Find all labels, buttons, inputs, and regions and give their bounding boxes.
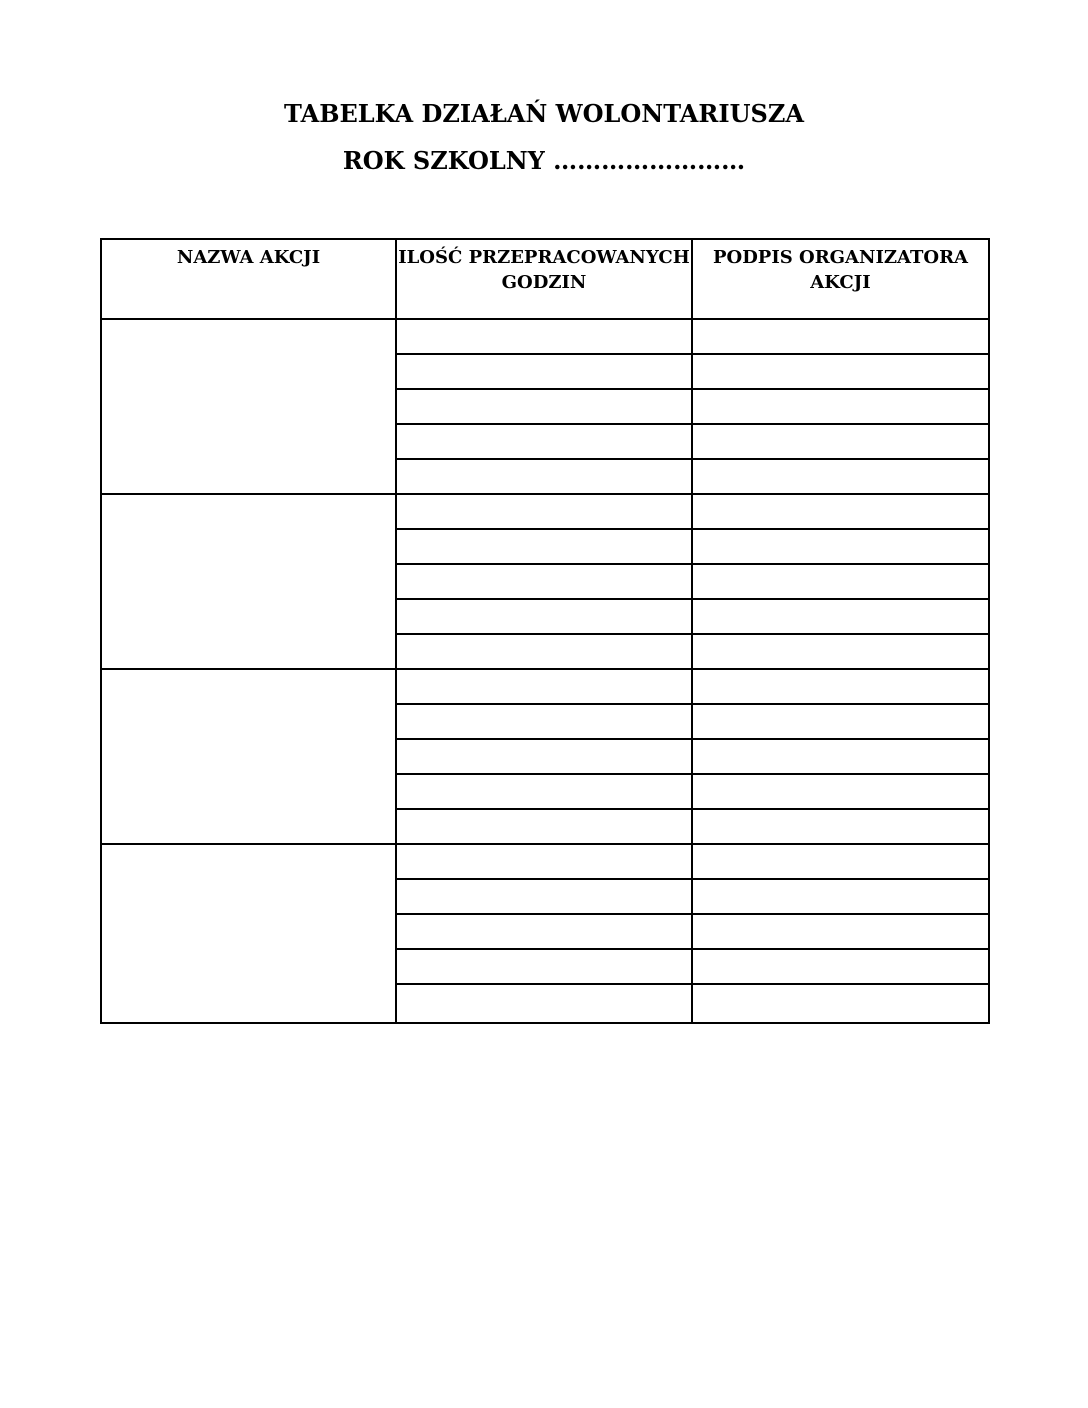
- signature-cell[interactable]: [692, 354, 989, 389]
- signature-cell[interactable]: [692, 494, 989, 529]
- header-hours-worked: ILOŚĆ PRZEPRACOWANYCH GODZIN: [396, 239, 692, 319]
- signature-cell[interactable]: [692, 914, 989, 949]
- signature-cell[interactable]: [692, 669, 989, 704]
- action-name-cell[interactable]: [101, 669, 396, 844]
- hours-cell[interactable]: [396, 704, 692, 739]
- hours-cell[interactable]: [396, 564, 692, 599]
- header-organizer-signature: PODPIS ORGANIZATORA AKCJI: [692, 239, 989, 319]
- table-row: [101, 494, 989, 529]
- hours-cell[interactable]: [396, 739, 692, 774]
- hours-cell[interactable]: [396, 669, 692, 704]
- hours-cell[interactable]: [396, 319, 692, 354]
- hours-cell[interactable]: [396, 389, 692, 424]
- school-year-line: ROK SZKOLNY ……………………: [342, 146, 746, 175]
- hours-cell[interactable]: [396, 529, 692, 564]
- volunteer-activity-table: [100, 238, 990, 1024]
- hours-cell[interactable]: [396, 494, 692, 529]
- table-header-row: [101, 239, 989, 319]
- signature-cell[interactable]: [692, 459, 989, 494]
- signature-cell[interactable]: [692, 949, 989, 984]
- signature-cell[interactable]: [692, 984, 989, 1023]
- signature-cell[interactable]: [692, 599, 989, 634]
- hours-cell[interactable]: [396, 914, 692, 949]
- signature-cell[interactable]: [692, 739, 989, 774]
- table-row: [101, 844, 989, 879]
- action-name-cell[interactable]: [101, 319, 396, 494]
- hours-cell[interactable]: [396, 984, 692, 1023]
- hours-cell[interactable]: [396, 459, 692, 494]
- hours-cell[interactable]: [396, 774, 692, 809]
- header-action-name: NAZWA AKCJI: [101, 239, 396, 319]
- hours-cell[interactable]: [396, 424, 692, 459]
- signature-cell[interactable]: [692, 634, 989, 669]
- action-name-cell[interactable]: [101, 494, 396, 669]
- signature-cell[interactable]: [692, 319, 989, 354]
- document-title: TABELKA DZIAŁAŃ WOLONTARIUSZA: [284, 99, 804, 128]
- signature-cell[interactable]: [692, 424, 989, 459]
- hours-cell[interactable]: [396, 809, 692, 844]
- signature-cell[interactable]: [692, 704, 989, 739]
- signature-cell[interactable]: [692, 529, 989, 564]
- hours-cell[interactable]: [396, 879, 692, 914]
- table-body: [101, 319, 989, 1023]
- hours-cell[interactable]: [396, 354, 692, 389]
- action-name-cell[interactable]: [101, 844, 396, 1023]
- signature-cell[interactable]: [692, 389, 989, 424]
- signature-cell[interactable]: [692, 879, 989, 914]
- table-row: [101, 669, 989, 704]
- signature-cell[interactable]: [692, 564, 989, 599]
- table-row: [101, 319, 989, 354]
- signature-cell[interactable]: [692, 809, 989, 844]
- hours-cell[interactable]: [396, 599, 692, 634]
- hours-cell[interactable]: [396, 844, 692, 879]
- signature-cell[interactable]: [692, 774, 989, 809]
- hours-cell[interactable]: [396, 634, 692, 669]
- hours-cell[interactable]: [396, 949, 692, 984]
- signature-cell[interactable]: [692, 844, 989, 879]
